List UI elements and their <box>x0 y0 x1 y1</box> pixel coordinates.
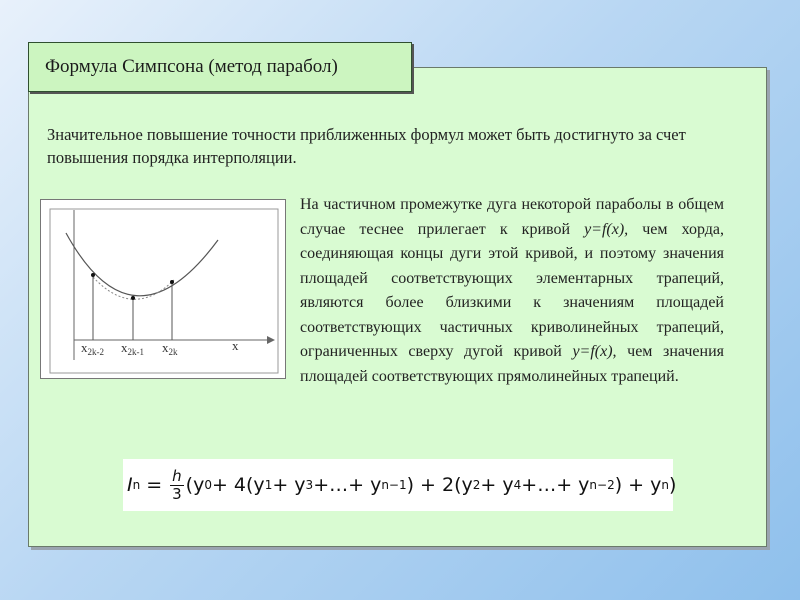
formula-sub: n−1 <box>381 478 407 492</box>
formula-part: (y <box>185 474 205 496</box>
tick-x2k: $x_{2k}$ <box>162 340 178 357</box>
parabola-diagram <box>41 200 285 378</box>
intro-paragraph: Значительное повышение точности приближенных формул может быть достигнуто за счет повышения порядка интерполяции. <box>47 125 686 167</box>
x-axis-label: x <box>232 338 239 353</box>
formula-part: + y <box>480 474 514 496</box>
formula-lhs: I <box>127 474 133 496</box>
formula-part: +…+ y <box>313 474 382 496</box>
formula-sub: 2 <box>472 478 481 492</box>
formula-sub: n−2 <box>589 478 615 492</box>
description-text-1: На частичном промежутке дуга некоторой параболы в общем случае теснее прилегает к кривой <box>300 196 724 238</box>
node-point-3 <box>170 280 174 284</box>
tick-x2k-1: $x_{2k-1}$ <box>121 340 144 357</box>
formula-part: + y <box>272 474 306 496</box>
description-paragraph <box>300 193 724 389</box>
fraction-denominator: 3 <box>172 484 182 503</box>
slide-title <box>28 42 412 92</box>
formula-sub: 0 <box>204 478 212 492</box>
formula-sub: 3 <box>305 478 314 492</box>
formula-part: + 4(y <box>211 474 265 496</box>
formula-sub: 1 <box>264 478 273 492</box>
slide-title-text: Формула Симпсона (метод парабол) <box>45 56 338 77</box>
formula-equals: = <box>146 474 163 496</box>
function-notation-1: y=f(x), <box>584 220 629 238</box>
formula-part: ) <box>668 474 677 496</box>
fraction-numerator: h <box>172 466 182 485</box>
function-notation-2: y=f(x), <box>572 343 617 360</box>
formula-sub: n <box>661 478 669 492</box>
formula-fraction <box>170 468 184 503</box>
description-text-2: чем хорда, соединяющая концы дуги этой кривой, и поэтому значения площадей соответствующих элементарных трапеций, являются более близкими к значениям площадей соответствующих частичных криволинейных трапеций, ограниченных сверху дугой кривой <box>300 220 724 360</box>
node-point-2 <box>131 296 135 300</box>
formula-sub: 4 <box>513 478 522 492</box>
node-point-1 <box>91 273 95 277</box>
tick-x2k-2: $x_{2k-2}$ <box>81 340 104 357</box>
formula-lhs-sub: n <box>132 478 141 492</box>
parabola-figure <box>40 199 286 379</box>
formula-part: +…+ y <box>521 474 590 496</box>
formula-part: ) + y <box>614 474 662 496</box>
description-text-3: чем значения площадей соответствующих прямолинейных трапеций. <box>300 343 724 385</box>
simpson-formula <box>123 459 677 511</box>
formula-part: ) + 2(y <box>406 474 473 496</box>
